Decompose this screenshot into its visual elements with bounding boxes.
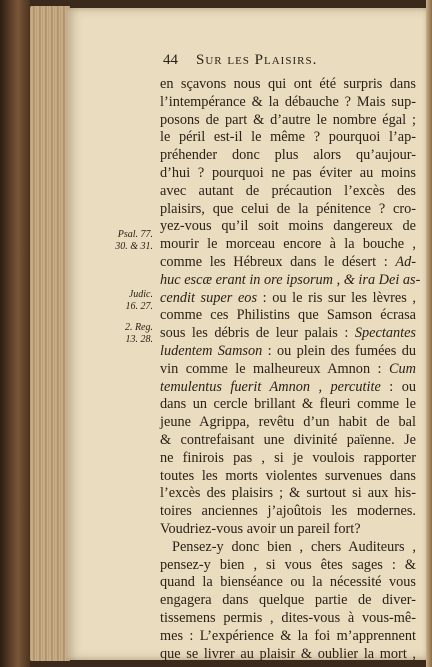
margin-note-line: Judic. [128, 289, 153, 300]
text-line [160, 574, 416, 592]
text-line [160, 610, 416, 628]
text-run: toutes les morts violentes survenues dans [160, 467, 416, 484]
text-run: Pensez-y donc bien , chers Auditeurs , [172, 538, 416, 555]
text-run: & contrefaisant une divinité païenne. Je [160, 431, 416, 448]
text-line [160, 503, 416, 521]
text-line [160, 147, 416, 165]
text-run: mes : L’expérience & la foi m’apprennent [160, 627, 416, 644]
text-line [160, 432, 416, 450]
text-line [160, 592, 416, 610]
text-run: comme les Hébreux dans le désert : [160, 253, 396, 270]
latin-quote: Cum [388, 360, 416, 377]
text-run: avec autant de précaution l’excès des [160, 182, 416, 199]
text-line [160, 539, 416, 557]
text-line [160, 165, 416, 183]
latin-quote: Ad- [395, 253, 416, 270]
text-run: tissemens permis , dites-vous à vous-mê- [160, 609, 416, 626]
text-line [160, 112, 416, 130]
text-run: pensez-y bien , si vous êtes sages : & [160, 556, 416, 573]
text-line [160, 628, 416, 646]
text-line [160, 485, 416, 503]
text-line [160, 236, 416, 254]
margin-note-kings [109, 322, 153, 346]
text-line [160, 307, 416, 325]
latin-quote: huc escæ erant in ore ipsorum , & ira Dei as- [160, 271, 421, 288]
text-line [160, 201, 416, 219]
text-line [160, 325, 416, 343]
latin-quote: temulentus fuerit Amnon , percutite [160, 378, 381, 395]
text-run: : ou [380, 378, 416, 395]
text-line [160, 343, 416, 361]
margin-note-line: 16. 27. [125, 301, 153, 312]
text-line [160, 450, 416, 468]
margin-note-line: 13. 28. [125, 334, 153, 345]
margin-note-judges [109, 289, 153, 313]
margin-note-psalm [109, 229, 153, 253]
text-run: d’hui ? pourquoi ne pas éviter au moins [160, 164, 416, 181]
text-run: posons de part & d’autre le nombre égal ; [160, 111, 416, 128]
text-run: engagera dans quelque partie de diver- [160, 592, 416, 609]
text-run: : ou le ris sur les lèvres , [257, 289, 416, 306]
text-run: jeune Agrippa, revêtu d’un habit de bal [160, 414, 416, 431]
text-line [160, 468, 416, 486]
text-run: dans un cercle brillant & fleuri comme le [160, 396, 416, 413]
margin-note-line: 30. & 31. [115, 241, 153, 252]
text-run: en sçavons nous qui ont été surpris dans [160, 76, 416, 92]
text-run: sous les débris de leur palais : [160, 325, 355, 342]
margin-note-line: 2. Reg. [124, 322, 153, 333]
latin-quote: Spectantes [354, 325, 416, 342]
text-run: le péril est-il le même ? pourquoi l’ap- [160, 129, 416, 146]
text-line [160, 521, 416, 539]
text-run: yez-vous qu’il soit moins dangereux de [160, 218, 416, 235]
text-run: comme ces Philistins que Samson écrasa [160, 307, 416, 324]
latin-quote: ludentem Samson [160, 342, 263, 359]
text-run: Voudriez-vous avoir un pareil fort? [160, 520, 361, 537]
text-line [160, 254, 416, 272]
text-run: vin comme le malheureux Amnon : [160, 360, 389, 377]
margin-note-line: Psal. 77. [117, 229, 153, 240]
text-run: toires anciennes j’ajoûtois les modernes. [160, 503, 416, 520]
text-run: l’intempérance & la débauche ? Mais sup- [160, 93, 416, 110]
text-line [160, 361, 416, 379]
body-text [160, 76, 421, 663]
text-run: ne finirois pas , si je voulois rapporter [160, 449, 416, 466]
text-run: que se livrer au plaisir & oublier la mort , [160, 645, 416, 662]
page-title: Sur les Plaisirs. [196, 52, 318, 68]
text-run: l’excès des plaisirs ; & surtout si aux his- [160, 485, 416, 502]
text-line [160, 218, 416, 236]
text-run: mourir le morceau encore à la bouche , [160, 236, 416, 253]
text-line [160, 646, 416, 664]
text-run: : ou plein des fumées du [262, 342, 416, 359]
latin-quote: cendit super eos [160, 289, 258, 306]
text-run: plaisirs, que celui de la pénitence ? cro- [160, 200, 416, 217]
text-line [160, 379, 416, 397]
text-line [160, 414, 416, 432]
text-line [160, 129, 416, 147]
text-line [160, 290, 416, 308]
text-line [160, 94, 416, 112]
text-line [160, 396, 416, 414]
text-run: préhender donc plus alors qu’aujour- [160, 147, 416, 164]
text-run: quand la bienséance ou la nécessité vous [160, 574, 416, 591]
page-number: 44 [163, 52, 178, 68]
text-line [160, 183, 416, 201]
text-line [160, 271, 421, 290]
text-line [160, 76, 416, 94]
text-line [160, 557, 416, 575]
